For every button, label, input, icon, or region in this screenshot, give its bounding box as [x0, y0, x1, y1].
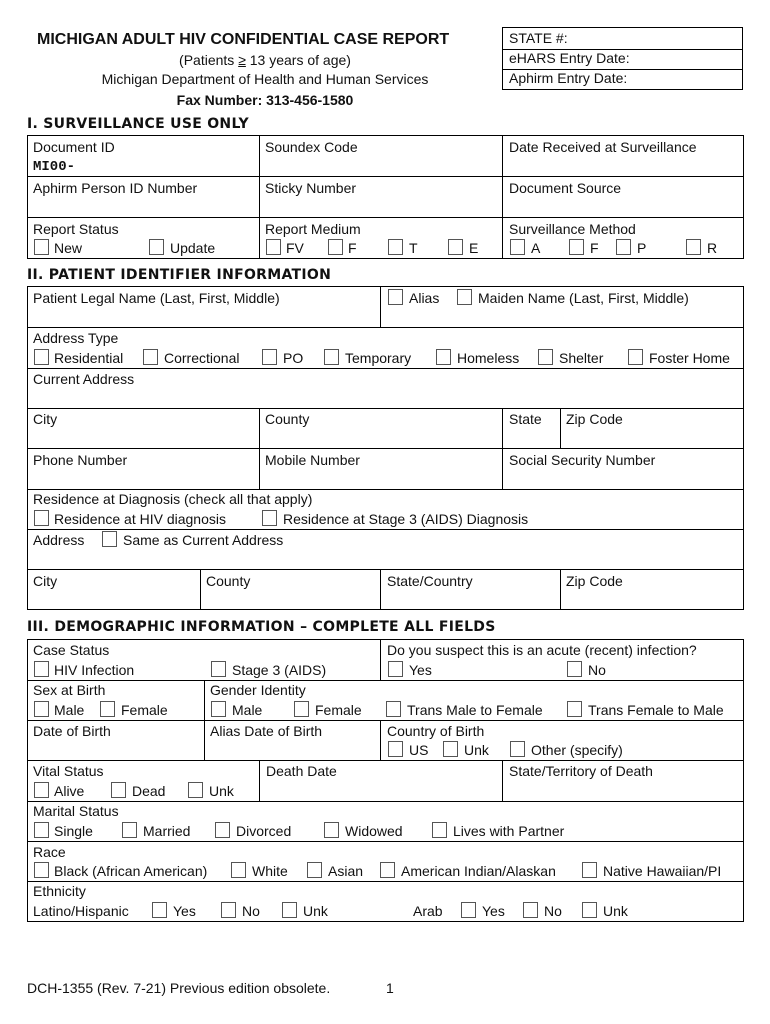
marital-married-checkbox[interactable]: [122, 822, 137, 838]
status-update-label: Update: [170, 240, 216, 256]
medium-fv-checkbox[interactable]: [266, 239, 281, 255]
method-r-label: R: [707, 240, 718, 256]
address-homeless-label: Homeless: [457, 350, 520, 366]
acute-yes-checkbox[interactable]: [388, 661, 403, 677]
sex-male-checkbox[interactable]: [34, 701, 49, 717]
document-id-value[interactable]: MI00-: [33, 159, 76, 175]
fax-number: Fax Number: 313-456-1580: [176, 92, 354, 108]
vital-alive-checkbox[interactable]: [34, 782, 49, 798]
residence-stage3-label: Residence at Stage 3 (AIDS) Diagnosis: [283, 511, 529, 527]
section-2-heading: II. PATIENT IDENTIFIER INFORMATION: [27, 267, 332, 283]
marital-partner-label: Lives with Partner: [453, 823, 565, 839]
gender-male-checkbox[interactable]: [211, 701, 226, 717]
legal-name-label: Patient Legal Name (Last, First, Middle): [33, 290, 280, 306]
latino-unk-label: Unk: [303, 903, 328, 919]
race-asian-label: Asian: [328, 863, 364, 879]
birth-us-checkbox[interactable]: [388, 741, 403, 757]
marital-married-label: Married: [143, 823, 191, 839]
page-number: 1: [386, 980, 394, 996]
birth-us-label: US: [409, 742, 429, 758]
demographic-table: [27, 639, 744, 922]
race-native-hawaiian-label: Native Hawaiian/PI: [603, 863, 722, 879]
address-po-checkbox[interactable]: [262, 349, 277, 365]
sex-male-label: Male: [54, 702, 85, 718]
case-hiv-infection-label: HIV Infection: [54, 662, 135, 678]
acute-infection-question: Do you suspect this is an acute (recent) infection?: [387, 642, 697, 658]
marital-single-label: Single: [54, 823, 93, 839]
diagnosis-address-label: Address: [33, 532, 85, 548]
document-id-label: Document ID: [33, 139, 115, 155]
race-black-checkbox[interactable]: [34, 862, 49, 878]
marital-widowed-checkbox[interactable]: [324, 822, 339, 838]
birth-unk-label: Unk: [464, 742, 489, 758]
race-asian-checkbox[interactable]: [307, 862, 322, 878]
residence-at-diagnosis-label: Residence at Diagnosis (check all that apply): [33, 491, 313, 507]
vital-dead-label: Dead: [132, 783, 166, 799]
ehars-entry-date-label: eHARS Entry Date:: [509, 50, 630, 66]
acute-no-checkbox[interactable]: [567, 661, 582, 677]
medium-f-checkbox[interactable]: [328, 239, 343, 255]
gender-trans-mf-label: Trans Male to Female: [407, 702, 543, 718]
sticky-number-label: Sticky Number: [265, 180, 357, 196]
aphirm-entry-date-label: Aphirm Entry Date:: [509, 70, 628, 86]
maiden-name-label: Maiden Name (Last, First, Middle): [478, 290, 689, 306]
status-new-label: New: [54, 240, 83, 256]
alias-date-of-birth-label: Alias Date of Birth: [210, 723, 323, 739]
form-title: MICHIGAN ADULT HIV CONFIDENTIAL CASE REPORT: [37, 31, 450, 48]
method-r-checkbox[interactable]: [686, 239, 701, 255]
vital-dead-checkbox[interactable]: [111, 782, 126, 798]
marital-divorced-label: Divorced: [236, 823, 292, 839]
marital-partner-checkbox[interactable]: [432, 822, 447, 838]
latino-hispanic-label: Latino/Hispanic: [33, 903, 129, 919]
address-type-label: Address Type: [33, 330, 119, 346]
gender-female-checkbox[interactable]: [294, 701, 309, 717]
medium-t-checkbox[interactable]: [388, 239, 403, 255]
death-state-label: State/Territory of Death: [509, 763, 653, 779]
address-correctional-label: Correctional: [164, 350, 240, 366]
sex-female-checkbox[interactable]: [100, 701, 115, 717]
method-p-label: P: [637, 240, 647, 256]
method-f-label: F: [590, 240, 599, 256]
diagnosis-zip-label: Zip Code: [566, 573, 623, 589]
race-american-indian-checkbox[interactable]: [380, 862, 395, 878]
method-a-checkbox[interactable]: [510, 239, 525, 255]
alias-label: Alias: [409, 290, 440, 306]
section-1-heading: I. SURVEILLANCE USE ONLY: [27, 116, 249, 132]
zip-code-label: Zip Code: [566, 411, 623, 427]
latino-yes-checkbox[interactable]: [152, 902, 167, 918]
same-as-current-checkbox[interactable]: [102, 531, 117, 547]
birth-unk-checkbox[interactable]: [443, 741, 458, 757]
latino-yes-label: Yes: [173, 903, 196, 919]
city-label: City: [33, 411, 58, 427]
phone-number-label: Phone Number: [33, 452, 128, 468]
arab-no-label: No: [544, 903, 562, 919]
method-f-checkbox[interactable]: [569, 239, 584, 255]
latino-unk-checkbox[interactable]: [282, 902, 297, 918]
medium-fv-label: FV: [286, 240, 304, 256]
vital-alive-label: Alive: [54, 783, 85, 799]
residence-hiv-label: Residence at HIV diagnosis: [54, 511, 226, 527]
county-label: County: [265, 411, 310, 427]
gender-trans-fm-checkbox[interactable]: [567, 701, 582, 717]
case-stage3-label: Stage 3 (AIDS): [232, 662, 327, 678]
address-temporary-checkbox[interactable]: [324, 349, 339, 365]
arab-no-checkbox[interactable]: [523, 902, 538, 918]
sex-female-label: Female: [121, 702, 168, 718]
mobile-number-label: Mobile Number: [265, 452, 360, 468]
address-po-label: PO: [283, 350, 304, 366]
medium-e-checkbox[interactable]: [448, 239, 463, 255]
address-foster-home-label: Foster Home: [649, 350, 730, 366]
address-correctional-checkbox[interactable]: [143, 349, 158, 365]
gender-trans-mf-checkbox[interactable]: [386, 701, 401, 717]
gender-identity-label: Gender Identity: [210, 682, 306, 698]
medium-e-label: E: [469, 240, 479, 256]
document-source-label: Document Source: [509, 180, 622, 196]
soundex-code-label: Soundex Code: [265, 139, 358, 155]
sex-at-birth-label: Sex at Birth: [33, 682, 106, 698]
ssn-label: Social Security Number: [509, 452, 656, 468]
address-residential-label: Residential: [54, 350, 124, 366]
race-white-checkbox[interactable]: [231, 862, 246, 878]
method-a-label: A: [531, 240, 541, 256]
form-id-footer: DCH-1355 (Rev. 7-21) Previous edition obsolete.: [27, 980, 331, 996]
address-temporary-label: Temporary: [345, 350, 412, 366]
residence-hiv-checkbox[interactable]: [34, 510, 49, 526]
gender-trans-fm-label: Trans Female to Male: [588, 702, 724, 718]
case-hiv-infection-checkbox[interactable]: [34, 661, 49, 677]
arab-unk-label: Unk: [603, 903, 628, 919]
section-3-heading: III. DEMOGRAPHIC INFORMATION – COMPLETE ALL FIELDS: [27, 619, 496, 635]
state-number-label: STATE #:: [509, 30, 568, 46]
latino-no-label: No: [242, 903, 260, 919]
maiden-name-checkbox[interactable]: [457, 289, 472, 305]
alias-checkbox[interactable]: [388, 289, 403, 305]
race-american-indian-label: American Indian/Alaskan: [401, 863, 556, 879]
gender-male-label: Male: [232, 702, 263, 718]
status-new-checkbox[interactable]: [34, 239, 49, 255]
vital-status-label: Vital Status: [33, 763, 104, 779]
arab-yes-checkbox[interactable]: [461, 902, 476, 918]
medium-t-label: T: [409, 240, 418, 256]
case-status-label: Case Status: [33, 642, 110, 658]
acute-yes-label: Yes: [409, 662, 432, 678]
date-received-label: Date Received at Surveillance: [509, 139, 697, 155]
ethnicity-label: Ethnicity: [33, 883, 86, 899]
arab-yes-label: Yes: [482, 903, 505, 919]
report-status-label: Report Status: [33, 221, 119, 237]
method-p-checkbox[interactable]: [616, 239, 631, 255]
address-homeless-checkbox[interactable]: [436, 349, 451, 365]
country-of-birth-label: Country of Birth: [387, 723, 485, 739]
state-label: State: [509, 411, 542, 427]
arab-unk-checkbox[interactable]: [582, 902, 597, 918]
birth-other-label: Other (specify): [531, 742, 623, 758]
current-address-label: Current Address: [33, 371, 135, 387]
department-name: Michigan Department of Health and Human Services: [101, 71, 429, 87]
vital-unk-label: Unk: [209, 783, 234, 799]
state-entry-box: [502, 27, 743, 90]
aphirm-id-label: Aphirm Person ID Number: [33, 180, 198, 196]
latino-no-checkbox[interactable]: [221, 902, 236, 918]
vital-unk-checkbox[interactable]: [188, 782, 203, 798]
same-as-current-label: Same as Current Address: [123, 532, 284, 548]
marital-widowed-label: Widowed: [345, 823, 403, 839]
marital-divorced-checkbox[interactable]: [215, 822, 230, 838]
age-subtitle: (Patients ≥ 13 years of age): [179, 52, 351, 68]
race-label: Race: [33, 844, 66, 860]
address-foster-home-checkbox[interactable]: [628, 349, 643, 365]
date-of-birth-label: Date of Birth: [33, 723, 111, 739]
case-stage3-checkbox[interactable]: [211, 661, 226, 677]
diagnosis-city-label: City: [33, 573, 58, 589]
marital-status-label: Marital Status: [33, 803, 119, 819]
acute-no-label: No: [588, 662, 606, 678]
address-shelter-label: Shelter: [559, 350, 604, 366]
report-medium-label: Report Medium: [265, 221, 361, 237]
race-native-hawaiian-checkbox[interactable]: [582, 862, 597, 878]
race-white-label: White: [252, 863, 288, 879]
race-black-label: Black (African American): [54, 863, 208, 879]
gender-female-label: Female: [315, 702, 362, 718]
residence-stage3-checkbox[interactable]: [262, 510, 277, 526]
marital-single-checkbox[interactable]: [34, 822, 49, 838]
diagnosis-state-country-label: State/Country: [387, 573, 473, 589]
address-residential-checkbox[interactable]: [34, 349, 49, 365]
medium-f-label: F: [348, 240, 357, 256]
diagnosis-county-label: County: [206, 573, 251, 589]
surveillance-method-label: Surveillance Method: [509, 221, 636, 237]
status-update-checkbox[interactable]: [149, 239, 164, 255]
address-shelter-checkbox[interactable]: [538, 349, 553, 365]
death-date-label: Death Date: [266, 763, 337, 779]
birth-other-checkbox[interactable]: [510, 741, 525, 757]
arab-label: Arab: [413, 903, 443, 919]
